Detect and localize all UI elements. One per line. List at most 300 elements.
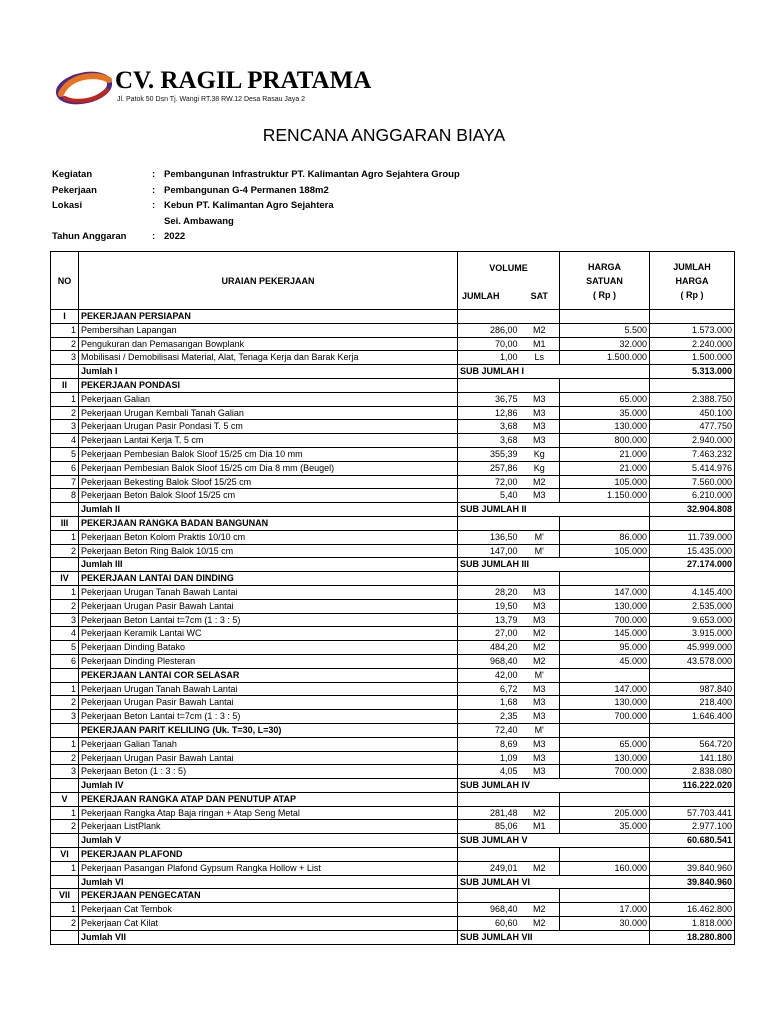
item-number: 4 bbox=[51, 627, 79, 641]
empty-cell bbox=[560, 668, 650, 682]
subsection-title: PEKERJAAN LANTAI COR SELASAR bbox=[79, 668, 458, 682]
empty-cell bbox=[51, 503, 79, 517]
empty-cell bbox=[560, 572, 650, 586]
item-unit-price: 45.000 bbox=[560, 654, 650, 668]
empty-cell bbox=[51, 365, 79, 379]
item-number: 2 bbox=[51, 751, 79, 765]
item-volume: 8,69 bbox=[458, 737, 520, 751]
section-number: VII bbox=[51, 889, 79, 903]
item-total: 43.578.000 bbox=[650, 654, 735, 668]
item-unit: M3 bbox=[520, 682, 560, 696]
item-unit: M3 bbox=[520, 585, 560, 599]
letterhead bbox=[55, 62, 455, 112]
item-description: Pekerjaan Urugan Pasir Bawah Lantai bbox=[79, 696, 458, 710]
item-unit-price: 86.000 bbox=[560, 530, 650, 544]
item-total: 7.463.232 bbox=[650, 447, 735, 461]
item-unit-price: 700.000 bbox=[560, 710, 650, 724]
table-row bbox=[51, 820, 735, 834]
section-title: PEKERJAAN RANGKA BADAN BANGUNAN bbox=[79, 516, 458, 530]
header-vol-jumlah: JUMLAH bbox=[458, 284, 520, 310]
item-unit: Ls bbox=[520, 351, 560, 365]
meta-colon: : bbox=[152, 200, 156, 211]
item-number: 3 bbox=[51, 765, 79, 779]
table-row bbox=[51, 710, 735, 724]
item-unit-price: 35.000 bbox=[560, 406, 650, 420]
subtotal-label: SUB JUMLAH IV bbox=[458, 779, 650, 793]
table-row bbox=[51, 930, 735, 944]
table-row bbox=[51, 503, 735, 517]
table-row bbox=[51, 641, 735, 655]
item-unit: M2 bbox=[520, 475, 560, 489]
document-title: RENCANA ANGGARAN BIAYA bbox=[262, 125, 506, 145]
empty-cell bbox=[520, 378, 560, 392]
table-row bbox=[51, 848, 735, 862]
item-volume: 3,68 bbox=[458, 434, 520, 448]
meta-value: Pembangunan G-4 Permanen 188m2 bbox=[164, 184, 329, 196]
item-unit: M3 bbox=[520, 613, 560, 627]
item-unit-price: 130.000 bbox=[560, 696, 650, 710]
item-description: Pekerjaan Dinding Plesteran bbox=[79, 654, 458, 668]
item-number: 1 bbox=[51, 903, 79, 917]
table-row bbox=[51, 654, 735, 668]
item-unit: M3 bbox=[520, 406, 560, 420]
item-unit-price: 130.000 bbox=[560, 420, 650, 434]
table-row bbox=[51, 779, 735, 793]
item-total: 2.535.000 bbox=[650, 599, 735, 613]
item-unit: M3 bbox=[520, 765, 560, 779]
item-unit-price: 147.000 bbox=[560, 682, 650, 696]
subsection-title: PEKERJAAN PARIT KELILING (Uk. T=30, L=30) bbox=[79, 723, 458, 737]
item-volume: 36,75 bbox=[458, 392, 520, 406]
item-description: Pekerjaan Beton Balok Sloof 15/25 cm bbox=[79, 489, 458, 503]
item-unit: M2 bbox=[520, 806, 560, 820]
table-row bbox=[51, 917, 735, 931]
header-vol-sat: SAT bbox=[520, 284, 560, 310]
empty-cell bbox=[520, 848, 560, 862]
table-row bbox=[51, 447, 735, 461]
empty-cell bbox=[458, 310, 520, 324]
item-unit: M' bbox=[520, 530, 560, 544]
item-volume: 355,39 bbox=[458, 447, 520, 461]
subtotal-label: SUB JUMLAH II bbox=[458, 503, 650, 517]
item-description: Pekerjaan Bekesting Balok Sloof 15/25 cm bbox=[79, 475, 458, 489]
item-unit-price: 32.000 bbox=[560, 337, 650, 351]
empty-cell bbox=[458, 516, 520, 530]
item-unit-price: 160.000 bbox=[560, 861, 650, 875]
item-unit-price: 95.000 bbox=[560, 641, 650, 655]
item-unit: M3 bbox=[520, 392, 560, 406]
section-number: I bbox=[51, 310, 79, 324]
total-label: Jumlah II bbox=[79, 503, 458, 517]
item-unit-price: 147.000 bbox=[560, 585, 650, 599]
section-number: II bbox=[51, 378, 79, 392]
meta-colon: : bbox=[152, 169, 156, 180]
item-unit-price: 700.000 bbox=[560, 765, 650, 779]
company-logo-icon bbox=[55, 68, 113, 108]
table-row bbox=[51, 378, 735, 392]
item-unit-price: 21.000 bbox=[560, 447, 650, 461]
item-total: 7.560.000 bbox=[650, 475, 735, 489]
item-volume: 286,00 bbox=[458, 323, 520, 337]
item-unit: M3 bbox=[520, 420, 560, 434]
empty-cell bbox=[520, 889, 560, 903]
item-volume: 1,00 bbox=[458, 351, 520, 365]
header-harga-satuan bbox=[560, 252, 650, 310]
subtotal-value: 18.280.800 bbox=[650, 930, 735, 944]
meta-label: Tahun Anggaran bbox=[52, 231, 127, 242]
item-volume: 60,60 bbox=[458, 917, 520, 931]
subtotal-value: 27.174.000 bbox=[650, 558, 735, 572]
item-unit-price: 1.150.000 bbox=[560, 489, 650, 503]
table-row bbox=[51, 834, 735, 848]
table-row bbox=[51, 723, 735, 737]
table-row bbox=[51, 903, 735, 917]
header-jumlah-harga bbox=[650, 252, 735, 310]
empty-cell bbox=[458, 889, 520, 903]
table-row bbox=[51, 351, 735, 365]
item-description: Pembersihan Lapangan bbox=[79, 323, 458, 337]
table-row bbox=[51, 365, 735, 379]
meta-colon: : bbox=[152, 231, 156, 242]
empty-cell bbox=[650, 378, 735, 392]
item-unit: M2 bbox=[520, 323, 560, 337]
header-no: NO bbox=[51, 252, 79, 310]
item-unit-price: 130.000 bbox=[560, 599, 650, 613]
item-number: 2 bbox=[51, 599, 79, 613]
item-unit: M2 bbox=[520, 641, 560, 655]
item-unit: M2 bbox=[520, 861, 560, 875]
table-row bbox=[51, 806, 735, 820]
section-title: PEKERJAAN PERSIAPAN bbox=[79, 310, 458, 324]
item-volume: 5,40 bbox=[458, 489, 520, 503]
item-unit-price: 21.000 bbox=[560, 461, 650, 475]
empty-cell bbox=[458, 572, 520, 586]
total-label: Jumlah VII bbox=[79, 930, 458, 944]
table-row bbox=[51, 765, 735, 779]
table-row bbox=[51, 751, 735, 765]
item-total: 6.210.000 bbox=[650, 489, 735, 503]
item-volume: 28,20 bbox=[458, 585, 520, 599]
item-description: Pekerjaan ListPlank bbox=[79, 820, 458, 834]
meta-colon: : bbox=[152, 184, 156, 196]
empty-cell bbox=[458, 848, 520, 862]
item-total: 15.435.000 bbox=[650, 544, 735, 558]
item-description: Pekerjaan Urugan Pasir Pondasi T. 5 cm bbox=[79, 420, 458, 434]
item-volume: 281,48 bbox=[458, 806, 520, 820]
table-row bbox=[51, 420, 735, 434]
header-volume: VOLUME bbox=[458, 252, 560, 284]
item-unit: M2 bbox=[520, 654, 560, 668]
item-total: 39.840.960 bbox=[650, 861, 735, 875]
table-row bbox=[51, 585, 735, 599]
item-description: Pekerjaan Cat Tembok bbox=[79, 903, 458, 917]
item-number: 2 bbox=[51, 820, 79, 834]
item-total: 2.977.100 bbox=[650, 820, 735, 834]
item-description: Pekerjaan Urugan Tanah Bawah Lantai bbox=[79, 585, 458, 599]
item-total: 9.653.000 bbox=[650, 613, 735, 627]
item-number: 2 bbox=[51, 544, 79, 558]
subsection-unit: M' bbox=[520, 668, 560, 682]
item-number: 1 bbox=[51, 806, 79, 820]
header-uraian: URAIAN PEKERJAAN bbox=[79, 252, 458, 310]
item-unit: M3 bbox=[520, 696, 560, 710]
item-volume: 136,50 bbox=[458, 530, 520, 544]
empty-cell bbox=[650, 310, 735, 324]
item-number: 1 bbox=[51, 585, 79, 599]
table-row bbox=[51, 461, 735, 475]
table-row bbox=[51, 737, 735, 751]
item-unit: M1 bbox=[520, 337, 560, 351]
empty-cell bbox=[650, 723, 735, 737]
item-volume: 4,05 bbox=[458, 765, 520, 779]
item-volume: 70,00 bbox=[458, 337, 520, 351]
table-row bbox=[51, 599, 735, 613]
empty-cell bbox=[51, 779, 79, 793]
section-title: PEKERJAAN RANGKA ATAP DAN PENUTUP ATAP bbox=[79, 792, 458, 806]
item-description: Pekerjaan Galian bbox=[79, 392, 458, 406]
item-number: 3 bbox=[51, 351, 79, 365]
empty-cell bbox=[520, 310, 560, 324]
empty-cell bbox=[51, 723, 79, 737]
subsection-volume: 72,40 bbox=[458, 723, 520, 737]
item-description: Pekerjaan Urugan Pasir Bawah Lantai bbox=[79, 599, 458, 613]
section-title: PEKERJAAN PONDASI bbox=[79, 378, 458, 392]
meta-value: 2022 bbox=[164, 231, 186, 242]
item-total: 16.462.800 bbox=[650, 903, 735, 917]
item-description: Pekerjaan Beton (1 : 3 : 5) bbox=[79, 765, 458, 779]
subtotal-value: 5.313.000 bbox=[650, 365, 735, 379]
item-total: 987.840 bbox=[650, 682, 735, 696]
subsection-volume: 42,00 bbox=[458, 668, 520, 682]
item-description: Pekerjaan Cat Kilat bbox=[79, 917, 458, 931]
item-unit-price: 65.000 bbox=[560, 392, 650, 406]
item-number: 2 bbox=[51, 696, 79, 710]
item-number: 6 bbox=[51, 654, 79, 668]
section-title: PEKERJAAN PENGECATAN bbox=[79, 889, 458, 903]
item-description: Pekerjaan Rangka Atap Baja ringan + Atap Seng Metal bbox=[79, 806, 458, 820]
item-description: Pekerjaan Urugan Tanah Bawah Lantai bbox=[79, 682, 458, 696]
table-row bbox=[51, 572, 735, 586]
section-number: V bbox=[51, 792, 79, 806]
item-unit: M1 bbox=[520, 820, 560, 834]
section-number: III bbox=[51, 516, 79, 530]
total-label: Jumlah I bbox=[79, 365, 458, 379]
item-total: 1.818.000 bbox=[650, 917, 735, 931]
item-unit: Kg bbox=[520, 447, 560, 461]
item-unit-price: 105.000 bbox=[560, 475, 650, 489]
table-row bbox=[51, 530, 735, 544]
total-label: Jumlah V bbox=[79, 834, 458, 848]
item-number: 4 bbox=[51, 434, 79, 448]
item-total: 57.703.441 bbox=[650, 806, 735, 820]
empty-cell bbox=[51, 834, 79, 848]
item-volume: 85,06 bbox=[458, 820, 520, 834]
table-row bbox=[51, 310, 735, 324]
empty-cell bbox=[650, 792, 735, 806]
item-number: 1 bbox=[51, 530, 79, 544]
item-total: 141.180 bbox=[650, 751, 735, 765]
item-volume: 13,79 bbox=[458, 613, 520, 627]
item-total: 1.573.000 bbox=[650, 323, 735, 337]
item-number: 3 bbox=[51, 613, 79, 627]
item-total: 5.414.976 bbox=[650, 461, 735, 475]
item-unit-price: 105.000 bbox=[560, 544, 650, 558]
table-row bbox=[51, 875, 735, 889]
empty-cell bbox=[650, 668, 735, 682]
budget-table-body bbox=[51, 310, 735, 945]
table-row bbox=[51, 337, 735, 351]
item-total: 3.915.000 bbox=[650, 627, 735, 641]
total-label: Jumlah III bbox=[79, 558, 458, 572]
table-row bbox=[51, 668, 735, 682]
subtotal-label: SUB JUMLAH VI bbox=[458, 875, 650, 889]
section-number: IV bbox=[51, 572, 79, 586]
item-unit-price: 35.000 bbox=[560, 820, 650, 834]
subtotal-value: 32.904.808 bbox=[650, 503, 735, 517]
item-description: Pekerjaan Urugan Kembali Tanah Galian bbox=[79, 406, 458, 420]
item-volume: 6,72 bbox=[458, 682, 520, 696]
item-unit: M3 bbox=[520, 710, 560, 724]
table-row bbox=[51, 406, 735, 420]
header-jumlah-harga-line3: ( Rp ) bbox=[680, 289, 704, 300]
item-unit-price: 145.000 bbox=[560, 627, 650, 641]
item-unit-price: 30.000 bbox=[560, 917, 650, 931]
meta-value: Pembangunan Infrastruktur PT. Kalimantan Agro Sejahtera Group bbox=[164, 169, 460, 180]
item-description: Pekerjaan Keramik Lantai WC bbox=[79, 627, 458, 641]
item-number: 3 bbox=[51, 710, 79, 724]
empty-cell bbox=[520, 792, 560, 806]
subtotal-label: SUB JUMLAH I bbox=[458, 365, 650, 379]
item-volume: 72,00 bbox=[458, 475, 520, 489]
table-row bbox=[51, 558, 735, 572]
table-row bbox=[51, 392, 735, 406]
empty-cell bbox=[650, 572, 735, 586]
header-jumlah-harga-line2: HARGA bbox=[675, 275, 709, 286]
item-number: 1 bbox=[51, 737, 79, 751]
item-total: 564.720 bbox=[650, 737, 735, 751]
company-address: Jl. Patok 50 Dsn Tj. Wangi RT.38 RW.12 Desa Rasau Jaya 2 bbox=[117, 96, 306, 103]
meta-label: Pekerjaan bbox=[52, 184, 97, 196]
item-description: Pengukuran dan Pemasangan Bowplank bbox=[79, 337, 458, 351]
table-row bbox=[51, 323, 735, 337]
meta-value: Sei. Ambawang bbox=[164, 215, 234, 227]
empty-cell bbox=[560, 723, 650, 737]
item-number: 1 bbox=[51, 323, 79, 337]
empty-cell bbox=[650, 848, 735, 862]
item-description: Pekerjaan Pembesian Balok Sloof 15/25 cm Dia 8 mm (Beugel) bbox=[79, 461, 458, 475]
item-description: Pekerjaan Pembesian Balok Sloof 15/25 cm Dia 10 mm bbox=[79, 447, 458, 461]
table-row bbox=[51, 544, 735, 558]
section-number: VI bbox=[51, 848, 79, 862]
item-total: 4.145.400 bbox=[650, 585, 735, 599]
table-row bbox=[51, 889, 735, 903]
item-unit-price: 205.000 bbox=[560, 806, 650, 820]
total-label: Jumlah VI bbox=[79, 875, 458, 889]
item-volume: 968,40 bbox=[458, 903, 520, 917]
item-unit-price: 65.000 bbox=[560, 737, 650, 751]
item-volume: 1,68 bbox=[458, 696, 520, 710]
item-description: Pekerjaan Urugan Pasir Bawah Lantai bbox=[79, 751, 458, 765]
item-number: 1 bbox=[51, 861, 79, 875]
item-number: 2 bbox=[51, 406, 79, 420]
meta-value: Kebun PT. Kalimantan Agro Sejahtera bbox=[164, 200, 334, 211]
item-description: Pekerjaan Lantai Kerja T. 5 cm bbox=[79, 434, 458, 448]
item-description: Pekerjaan Beton Ring Balok 10/15 cm bbox=[79, 544, 458, 558]
table-row bbox=[51, 434, 735, 448]
item-unit: Kg bbox=[520, 461, 560, 475]
subtotal-label: SUB JUMLAH V bbox=[458, 834, 650, 848]
empty-cell bbox=[560, 516, 650, 530]
item-unit-price: 17.000 bbox=[560, 903, 650, 917]
meta-label: Kegiatan bbox=[52, 169, 93, 180]
item-volume: 2,35 bbox=[458, 710, 520, 724]
item-total: 1.500.000 bbox=[650, 351, 735, 365]
item-volume: 968,40 bbox=[458, 654, 520, 668]
item-volume: 249,01 bbox=[458, 861, 520, 875]
item-number: 2 bbox=[51, 337, 79, 351]
subtotal-label: SUB JUMLAH VII bbox=[458, 930, 650, 944]
empty-cell bbox=[650, 516, 735, 530]
item-volume: 1,09 bbox=[458, 751, 520, 765]
section-title: PEKERJAAN LANTAI DAN DINDING bbox=[79, 572, 458, 586]
table-row bbox=[51, 792, 735, 806]
item-total: 11.739.000 bbox=[650, 530, 735, 544]
item-description: Pekerjaan Pasangan Plafond Gypsum Rangka Hollow + List bbox=[79, 861, 458, 875]
subtotal-label: SUB JUMLAH III bbox=[458, 558, 650, 572]
meta-label: Lokasi bbox=[52, 200, 83, 211]
subtotal-value: 116.222.020 bbox=[650, 779, 735, 793]
empty-cell bbox=[560, 848, 650, 862]
empty-cell bbox=[560, 310, 650, 324]
item-unit: M3 bbox=[520, 489, 560, 503]
company-name: CV. RAGIL PRATAMA bbox=[115, 67, 372, 94]
table-row bbox=[51, 861, 735, 875]
subtotal-value: 60.680.541 bbox=[650, 834, 735, 848]
empty-cell bbox=[51, 558, 79, 572]
empty-cell bbox=[560, 378, 650, 392]
subsection-unit: M' bbox=[520, 723, 560, 737]
item-total: 45.999.000 bbox=[650, 641, 735, 655]
item-unit: M3 bbox=[520, 737, 560, 751]
header-harga-satuan-line3: ( Rp ) bbox=[593, 289, 617, 300]
header-harga-satuan-line1: HARGA bbox=[588, 261, 622, 272]
item-unit-price: 130.000 bbox=[560, 751, 650, 765]
item-unit: M2 bbox=[520, 903, 560, 917]
item-volume: 12,86 bbox=[458, 406, 520, 420]
header-jumlah-harga-line1: JUMLAH bbox=[673, 261, 711, 272]
item-volume: 19,50 bbox=[458, 599, 520, 613]
budget-table bbox=[50, 251, 735, 945]
item-unit-price: 1.500.000 bbox=[560, 351, 650, 365]
item-description: Pekerjaan Beton Kolom Praktis 10/10 cm bbox=[79, 530, 458, 544]
item-volume: 484,20 bbox=[458, 641, 520, 655]
item-unit-price: 5.500 bbox=[560, 323, 650, 337]
item-number: 1 bbox=[51, 392, 79, 406]
empty-cell bbox=[458, 792, 520, 806]
item-unit: M3 bbox=[520, 434, 560, 448]
section-title: PEKERJAAN PLAFOND bbox=[79, 848, 458, 862]
item-unit: M2 bbox=[520, 917, 560, 931]
empty-cell bbox=[560, 889, 650, 903]
empty-cell bbox=[51, 930, 79, 944]
empty-cell bbox=[458, 378, 520, 392]
table-row bbox=[51, 489, 735, 503]
table-row bbox=[51, 475, 735, 489]
subtotal-value: 39.840.960 bbox=[650, 875, 735, 889]
item-total: 450.100 bbox=[650, 406, 735, 420]
table-row bbox=[51, 682, 735, 696]
empty-cell bbox=[560, 792, 650, 806]
